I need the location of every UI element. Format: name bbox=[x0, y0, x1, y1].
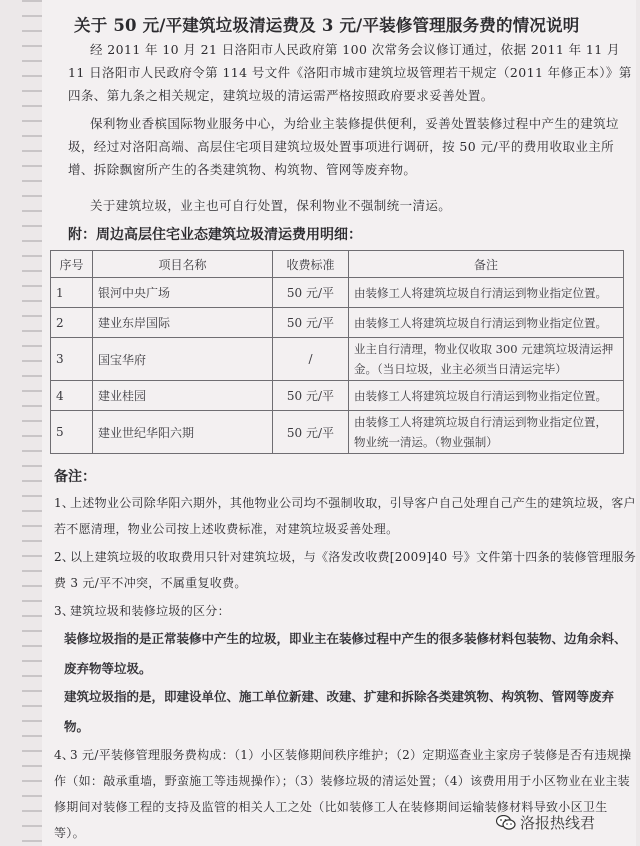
table-row bbox=[51, 381, 624, 411]
notes-title: 备注： bbox=[54, 469, 96, 485]
spiral-binding bbox=[22, 0, 42, 846]
note-number: 2、 bbox=[54, 550, 75, 564]
cell-no: 4 bbox=[51, 381, 93, 411]
note-number: 1、 bbox=[54, 496, 75, 510]
document-page bbox=[22, 0, 636, 846]
note-item-3 bbox=[54, 598, 638, 624]
table-row bbox=[51, 411, 624, 454]
table-heading: 附：周边高层住宅业态建筑垃圾清运费用明细： bbox=[68, 227, 362, 243]
cell-no: 5 bbox=[51, 411, 93, 454]
document-title: 关于 50 元/平建筑垃圾清运费及 3 元/平装修管理服务费的情况说明 bbox=[74, 16, 580, 35]
table-row bbox=[51, 278, 624, 308]
cell-name: 建业桂园 bbox=[93, 381, 273, 411]
cell-no: 1 bbox=[51, 278, 93, 308]
intro-paragraph-2: 保利物业香槟国际物业服务中心，为给业主装修提供便利，妥善处置装修过程中产生的建筑垃圾，经过对洛阳高端、高层住宅项目建筑垃圾处置事项进行调研，按 50 元/平的费用收取业主所增、拆除飘窗所产生的各类建筑物、构筑物、管网等废弃物。 bbox=[68, 116, 619, 177]
cell-name: 建业世纪华阳六期 bbox=[93, 411, 273, 454]
fee-table bbox=[50, 250, 624, 454]
table-row bbox=[51, 308, 624, 338]
header-name: 项目名称 bbox=[93, 251, 273, 278]
header-note: 备注 bbox=[349, 251, 624, 278]
note-text: 以上建筑垃圾的收取费用只针对建筑垃圾，与《洛发改收费[2009]40 号》文件第十四条的装修管理服务费 3 元/平不冲突，不属重复收费。 bbox=[54, 550, 636, 590]
cell-name: 国宝华府 bbox=[93, 338, 273, 381]
note-item-1 bbox=[54, 490, 638, 542]
cell-no: 2 bbox=[51, 308, 93, 338]
note-text: 3 元/平装修管理服务费构成：（1）小区装修期间秩序维护；（2）定期巡查业主家房子装修是否有违规操作（如：敲承重墙，野蛮施工等违规操作）；（3）装修垃圾的清运处置；（4）该费用用于小区物业在业主装修期间对装修工程的支持及监管的相关人工之处（比如装修工人在装修期间运输装修材料导致小区卫生等）。 bbox=[54, 748, 632, 840]
cell-fee: 50 元/平 bbox=[273, 278, 349, 308]
header-fee: 收费标准 bbox=[273, 251, 349, 278]
header-no: 序号 bbox=[51, 251, 93, 278]
cell-fee: / bbox=[273, 338, 349, 381]
cell-fee: 50 元/平 bbox=[273, 308, 349, 338]
note-number: 3、 bbox=[54, 604, 75, 618]
watermark-text: 洛报热线君 bbox=[520, 814, 596, 832]
note-item-2 bbox=[54, 544, 638, 596]
intro-paragraph-3: 关于建筑垃圾，业主也可自行处置，保利物业不强制统一清运。 bbox=[90, 198, 452, 213]
definition-decoration-waste: 装修垃圾指的是正常装修中产生的垃圾，即业主在装修过程中产生的很多装修材料包装物、边角余料、废弃物等垃圾。 bbox=[64, 631, 627, 676]
table-header-row bbox=[51, 251, 624, 278]
cell-note: 由装修工人将建筑垃圾自行清运到物业指定位置。 bbox=[349, 278, 624, 308]
cell-note: 由装修工人将建筑垃圾自行清运到物业指定位置。 bbox=[349, 308, 624, 338]
cell-name: 建业东岸国际 bbox=[93, 308, 273, 338]
cell-name: 银河中央广场 bbox=[93, 278, 273, 308]
cell-fee: 50 元/平 bbox=[273, 411, 349, 454]
source-watermark bbox=[496, 812, 595, 833]
cell-note: 业主自行清理，物业仅收取 300 元建筑垃圾清运押金。（当日垃圾，业主必须当日清运完毕） bbox=[349, 338, 624, 381]
definition-construction-waste: 建筑垃圾指的是，即建设单位、施工单位新建、改建、扩建和拆除各类建筑物、构筑物、管网等废弃物。 bbox=[64, 689, 615, 734]
intro-paragraph-1: 经 2011 年 10 月 21 日洛阳市人民政府第 100 次常务会议修订通过，依据 2011 年 11 月 11 日洛阳市人民政府令第 114 号文件《洛阳市城市建筑垃圾管理若干规定（2011 年修正本）》第四条、第九条之相关规定，建筑垃圾的清运需严格按照政府要求妥善处置。 bbox=[68, 42, 632, 103]
note-text: 建筑垃圾和装修垃圾的区分： bbox=[70, 604, 230, 618]
cell-no: 3 bbox=[51, 338, 93, 381]
wechat-icon bbox=[496, 815, 516, 830]
note-number: 4、 bbox=[54, 748, 75, 762]
table-row bbox=[51, 338, 624, 381]
cell-note: 由装修工人将建筑垃圾自行清运到物业指定位置，物业统一清运。（物业强制） bbox=[349, 411, 624, 454]
cell-note: 由装修工人将建筑垃圾自行清运到物业指定位置。 bbox=[349, 381, 624, 411]
note-text: 上述物业公司除华阳六期外，其他物业公司均不强制收取，引导客户自己处理自己产生的建筑垃圾，客户若不愿清理，物业公司按上述收费标准，对建筑垃圾妥善处理。 bbox=[54, 496, 636, 536]
cell-fee: 50 元/平 bbox=[273, 381, 349, 411]
